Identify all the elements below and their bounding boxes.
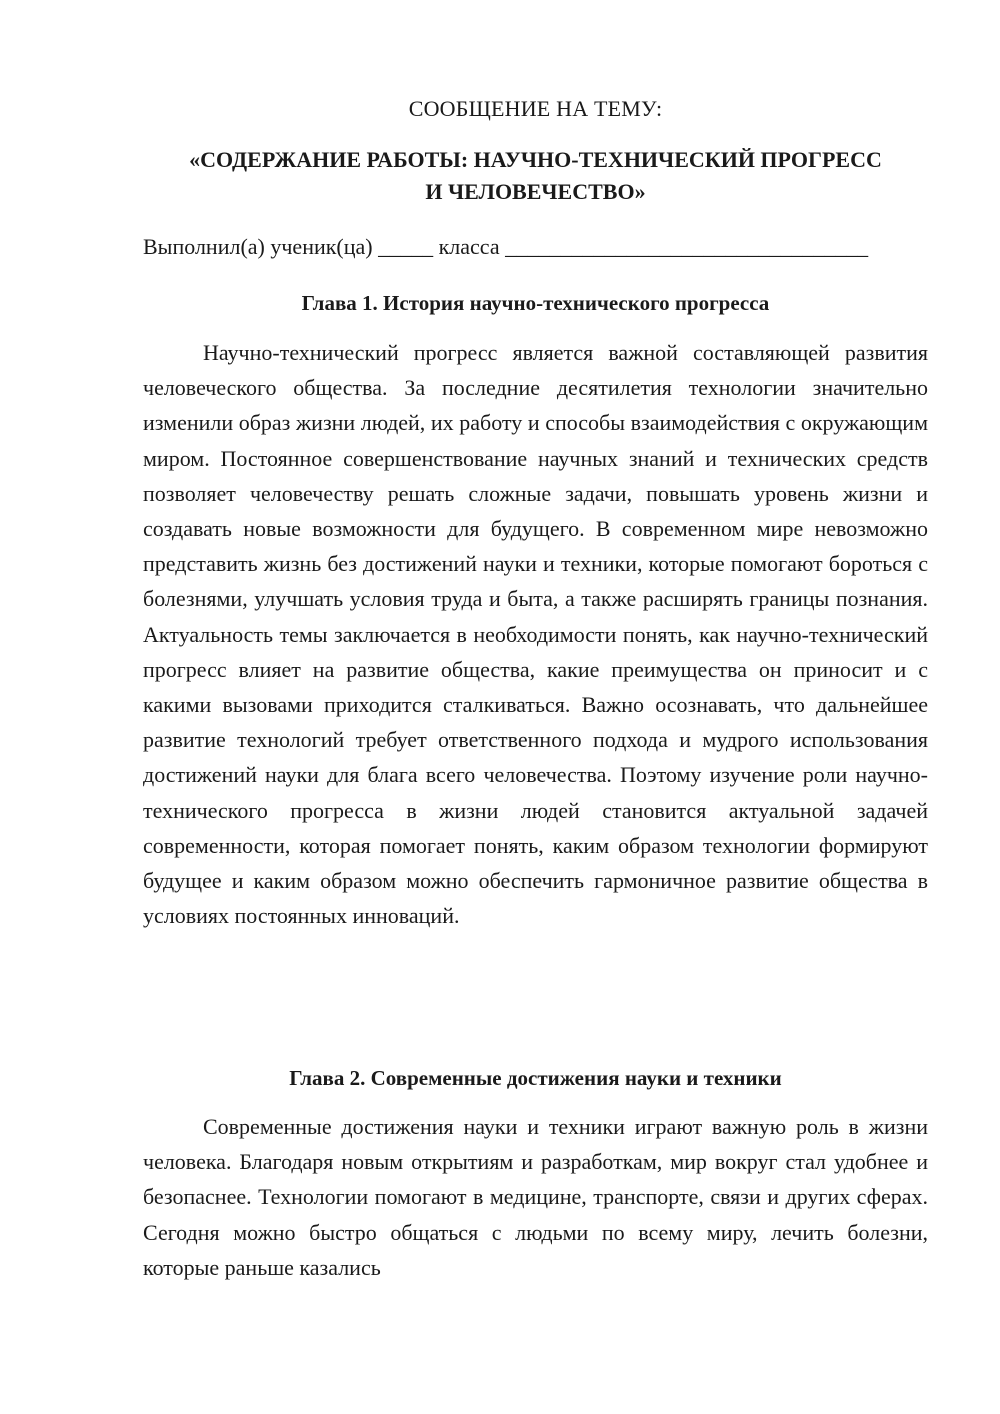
chapter-2-heading: Глава 2. Современные достижения науки и техники — [289, 1066, 782, 1090]
author-line: Выполнил(а) ученик(ца) _____ класса _________________________________ — [143, 234, 869, 259]
document-subject: СООБЩЕНИЕ НА ТЕМУ: — [408, 96, 663, 121]
chapter-2-paragraph: Современные достижения науки и техники играют важную роль в жизни человека. Благодаря новым открытиям и разработкам, мир вокруг стал удобнее и безопаснее. Технологии помогают в медицине, транспорте, связи и других сферах. Сегодня можно быстро общаться с людьми по всему миру, лечить болезни, которые раньше казались — [143, 1114, 928, 1280]
document-title-line-1: «СОДЕРЖАНИЕ РАБОТЫ: НАУЧНО-ТЕХНИЧЕСКИЙ ПРОГРЕСС — [189, 147, 882, 172]
document-title-line-2: И ЧЕЛОВЕЧЕСТВО» — [425, 179, 646, 204]
document-title — [143, 144, 928, 208]
chapter-1-heading: Глава 1. История научно-технического прогресса — [301, 291, 770, 315]
chapter-1-paragraph: Научно-технический прогресс является важной составляющей развития человеческого общества. За последние десятилетия технологии значительно изменили образ жизни людей, их работу и способы взаимодействия с окружающим миром. Постоянное совершенствование научных знаний и технических средств позволяет человечеству решать сложные задачи, повышать уровень жизни и создавать новые возможности для будущего. В современном мире невозможно представить жизнь без достижений науки и техники, которые помогают бороться с болезнями, улучшать условия труда и быта, а также расширять границы познания. Актуальность темы заключается в необходимости понять, как научно-технический прогресс влияет на развитие общества, какие преимущества он приносит и с какими вызовами приходится сталкиваться. Важно осознавать, что дальнейшее развитие технологий требует ответственного подхода и мудрого использования достижений науки для блага всего человечества. Поэтому изучение роли научно-технического прогресса в жизни людей становится актуальной задачей современности, которая помогает понять, каким образом технологии формируют будущее и каким образом можно обеспечить гармоничное развитие общества в условиях постоянных инноваций. — [143, 340, 928, 929]
